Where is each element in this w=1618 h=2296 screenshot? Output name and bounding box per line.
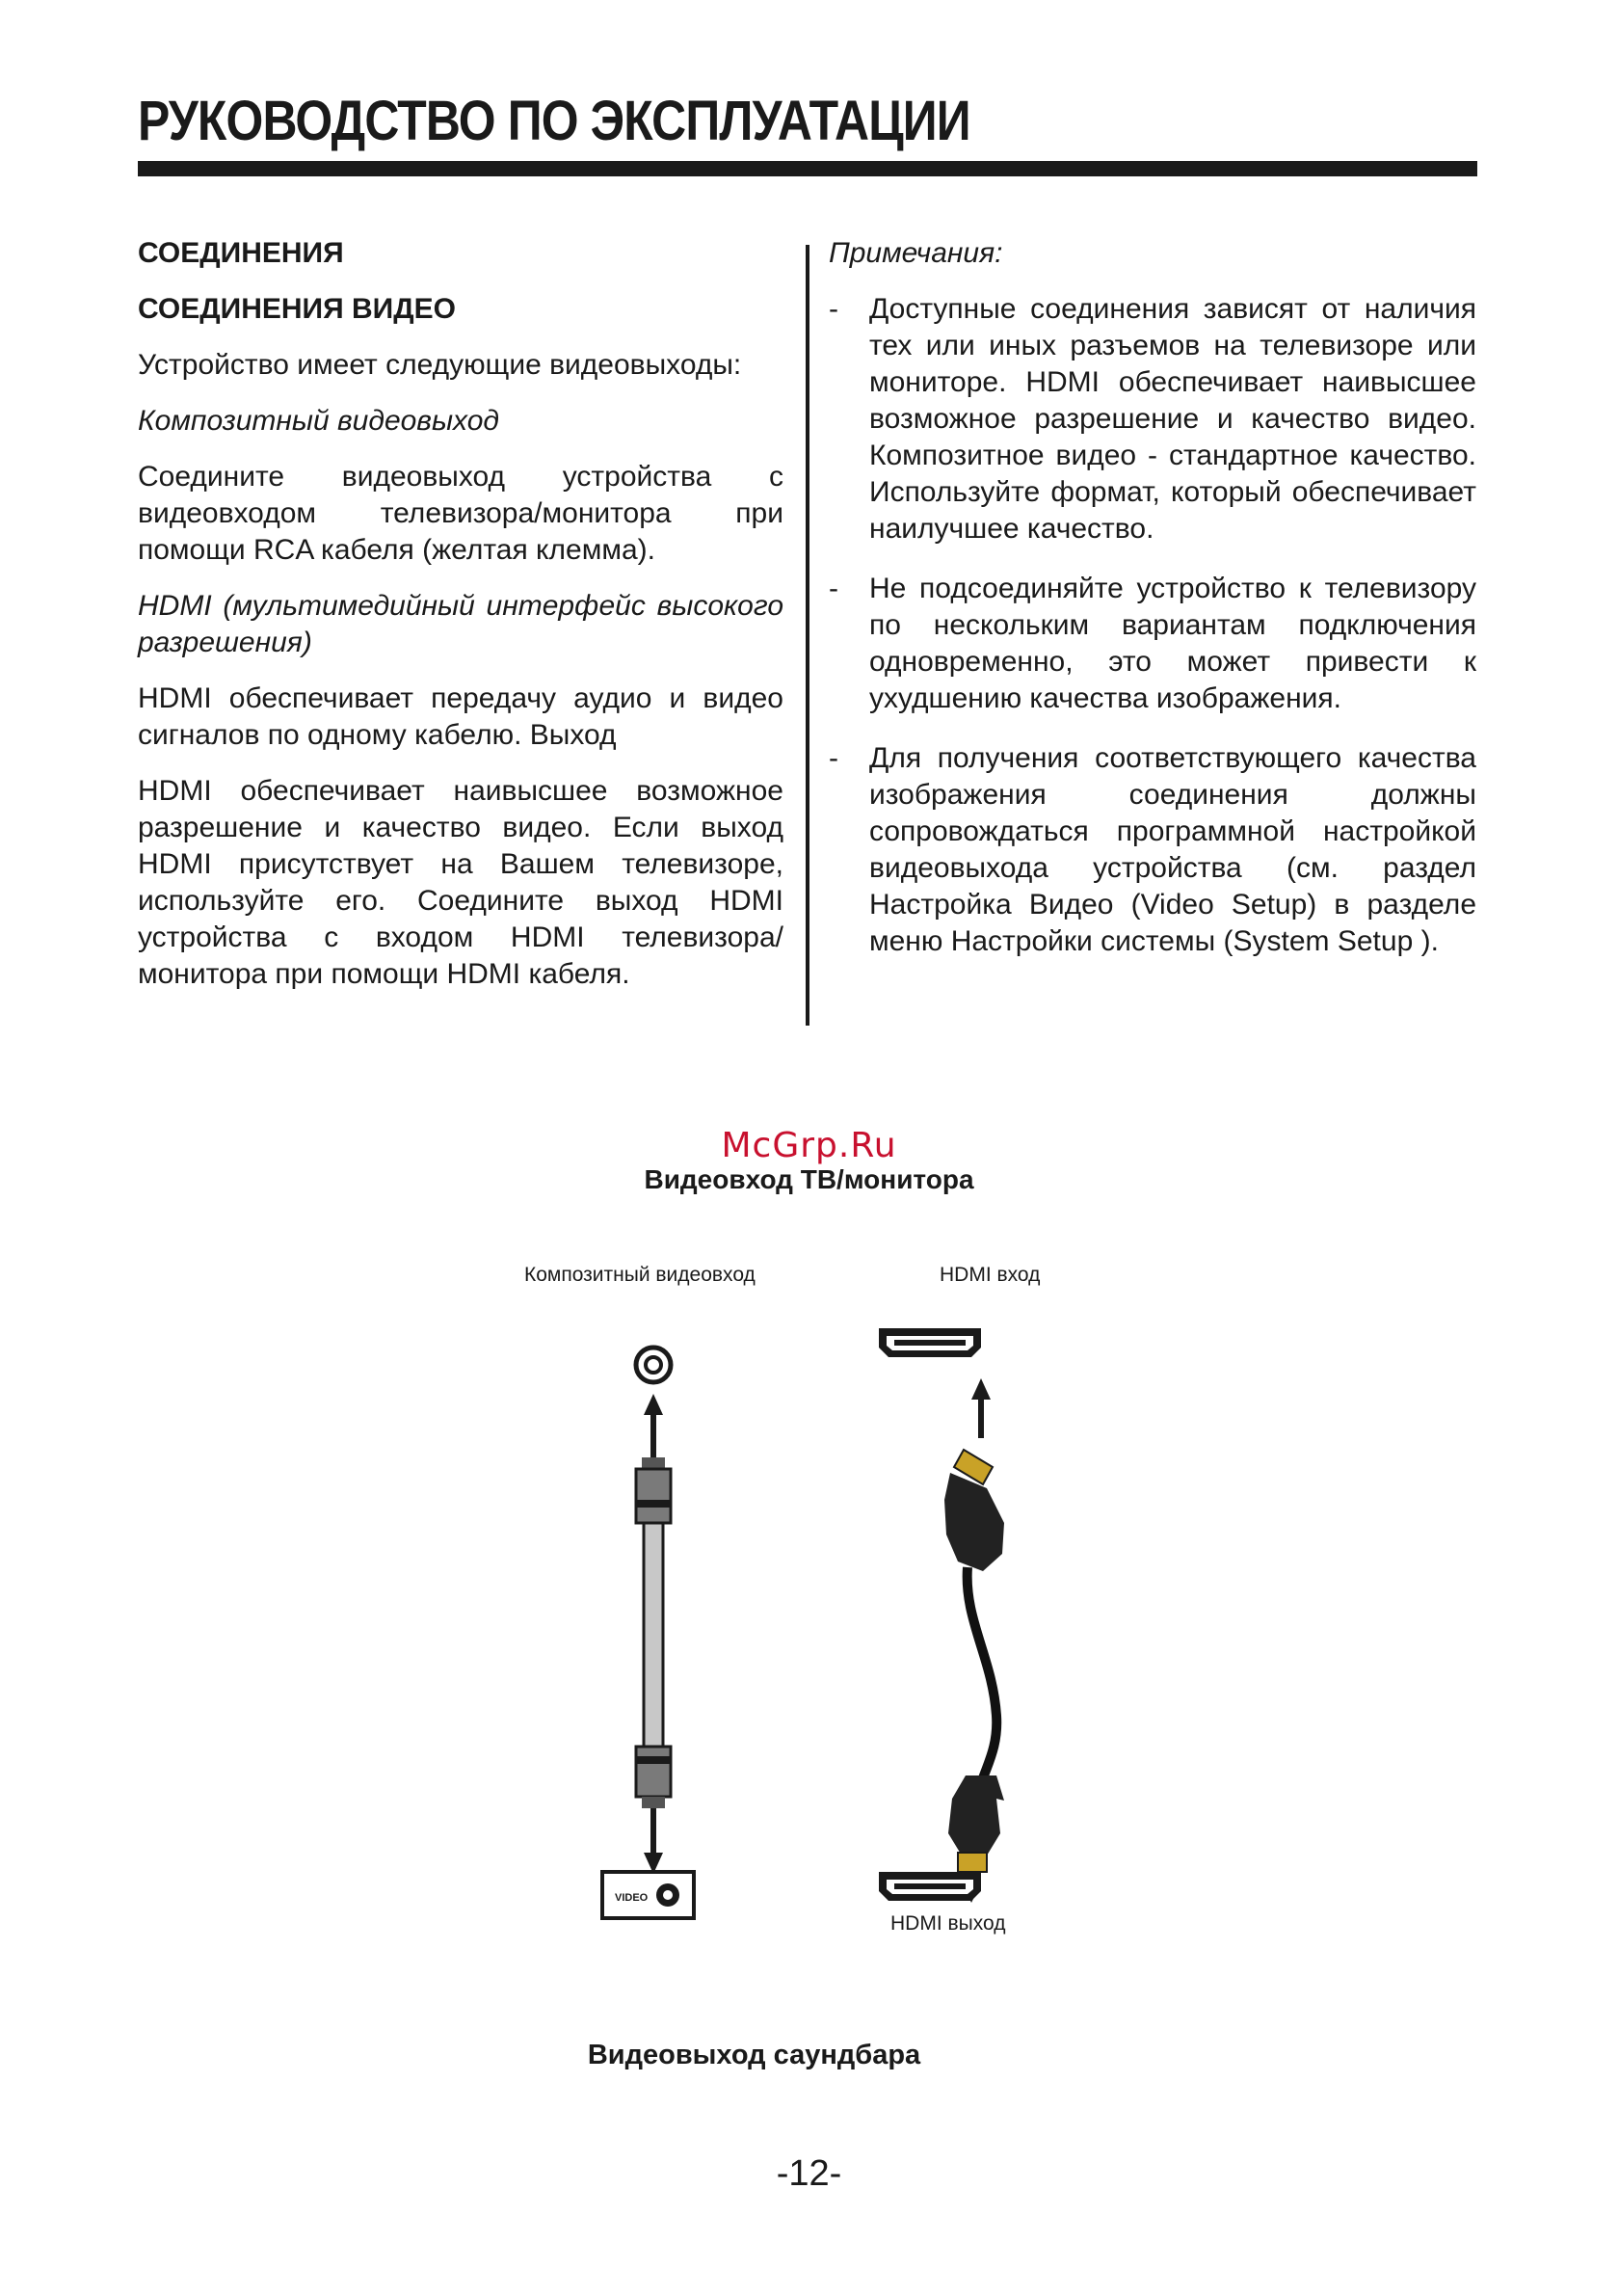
video-jack-label: VIDEO: [615, 1892, 649, 1904]
notes-title: Примечания:: [829, 237, 1003, 269]
note-dash: -: [829, 293, 838, 325]
subsection-heading: СОЕДИНЕНИЯ ВИДЕО: [138, 293, 456, 325]
rca-jack-icon: [636, 1348, 671, 1382]
composite-title: Композитный видеовыход: [138, 405, 499, 437]
hdmi-title: HDMI (мультимедийный интерфейс высокого разрешения): [138, 590, 783, 658]
composite-in-label: Композитный видеовход: [524, 1264, 756, 1286]
section-heading: СОЕДИНЕНИЯ: [138, 237, 344, 269]
watermark: McGrp.Ru: [721, 1126, 897, 1165]
note-dash: -: [829, 742, 838, 774]
page-number: -12-: [776, 2153, 842, 2194]
video-out-jack-icon: [602, 1872, 694, 1918]
composite-text: Соедините видеовыход устройства с видеовходом телевизора/монитора при помощи RCA кабеля (желтая клемма).: [138, 461, 783, 566]
page-title: РУКОВОДСТВО ПО ЭКСПЛУАТАЦИИ: [138, 90, 970, 152]
intro-text: Устройство имеет следующие видеовыходы:: [138, 349, 742, 381]
hdmi-text-1: HDMI обеспечивает передачу аудио и видео сигналов по одному кабелю. Выход: [138, 682, 783, 751]
hdmi-cable-icon: [944, 1378, 1004, 1903]
diagram-bottom-title: Видеовыход саундбара: [587, 2040, 921, 2070]
rca-cable-icon: [636, 1394, 671, 1874]
hdmi-text-2: HDMI обеспечивает наивысшее возможное разрешение и качество видео. Если выход HDMI присутствует на Вашем телевизоре, используйте его. Соедините выход HDMI устройства с входом HDMI телевизора/монитора при помощи HDMI кабеля.: [138, 775, 783, 990]
note-text: Доступные соединения зависят от наличия тех или иных разъемов на телевизоре или мониторе. HDMI обеспечивает наивысшее возможное разрешение и качество видео. Композитное видео - стандартное качество. Используйте формат, который обеспечивает наилучшее качество.: [869, 293, 1476, 545]
hdmi-out-label: HDMI выход: [890, 1912, 1006, 1935]
note-dash: -: [829, 573, 838, 604]
hdmi-out-port-icon: [879, 1872, 981, 1901]
diagram-top-title: Видеовход ТВ/монитора: [644, 1164, 974, 1194]
hdmi-in-label: HDMI вход: [940, 1264, 1041, 1286]
note-text: Не подсоединяйте устройство к телевизору по нескольким вариантам подключения одновременно, это может привести к ухудшению качества изображения.: [869, 573, 1476, 714]
hdmi-port-icon: [879, 1328, 981, 1357]
note-text: Для получения соответствующего качества изображения соединения должны сопровождаться программной настройкой видеовыхода устройства (см. раздел Настройка Видео (Video Setup) в разделе меню Настройки системы (System Setup ).: [869, 742, 1476, 957]
